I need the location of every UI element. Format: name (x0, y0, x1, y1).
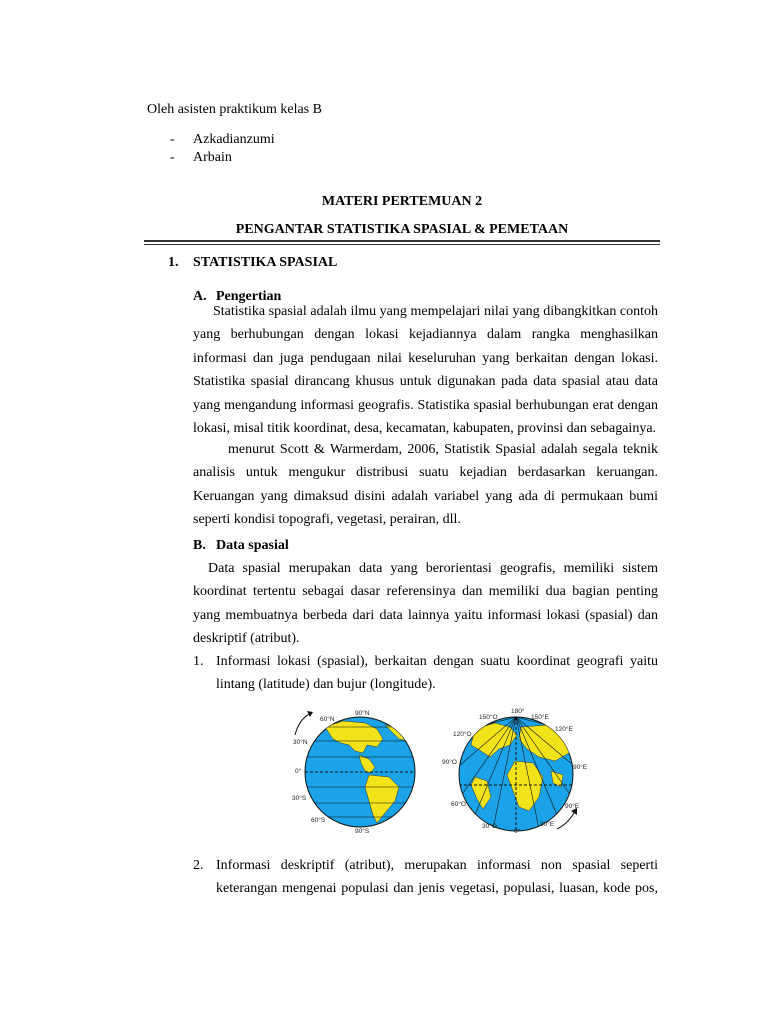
svg-text:90°E: 90°E (565, 803, 580, 810)
section-heading: STATISTIKA SPASIAL (193, 255, 338, 270)
svg-text:120°O: 120°O (453, 731, 472, 738)
svg-text:150°E: 150°E (531, 714, 549, 721)
definition-paragraph: Statistika spasial adalah ilmu yang mempelajari nilai yang dibangkitkan contoh yang berhubungan dengan lokasi kejadiannya dalam rangka menghasilkan informasi dan juga pendugaan nilai keseluruhan yang berkaitan dengan lokasi. Statistika spasial dirancang khusus untuk digunakan pada data spasial atau data yang mengandung informasi geografis. Statistika spasial berhubungan erat dengan lokasi, misal titik koordinat, desa, kecamatan, kabupaten, provinsi dan sebagainya. (193, 304, 658, 437)
subsection-b-label: B. (193, 538, 206, 553)
globe-figure (285, 705, 588, 840)
title-rule-thick (144, 240, 660, 242)
svg-text:60°N: 60°N (320, 716, 335, 723)
assistant-name: Azkadianzumi (193, 132, 275, 147)
svg-text:90°N: 90°N (355, 710, 370, 717)
assistant-name: Arbain (193, 150, 232, 165)
list-item-text: Informasi lokasi (spasial), berkaitan dengan suatu koordinat geografi yaitu lintang (latitude) dan bujur (longitude). (216, 654, 658, 693)
svg-text:180°: 180° (511, 708, 525, 715)
assistant-dash: - (170, 132, 175, 147)
spatial-data-paragraph: Data spasial merupakan data yang berorientasi geografis, memiliki sistem koordinat tertentu sebagai dasar referensinya dan memiliki dua bagian penting yang membuatnya berbeda dari data lainnya yaitu informasi lokasi (spasial) dan deskriptif (atribut). (193, 561, 658, 647)
subsection-a-label: A. (193, 289, 207, 304)
svg-text:120°E: 120°E (555, 726, 573, 733)
section-number: 1. (168, 255, 179, 270)
definition-citation-paragraph: menurut Scott & Warmerdam, 2006, Statistik Spasial adalah segala teknik analisis untuk mengukur distribusi suatu kejadian berdasarkan keruangan. Keruangan yang dimaksud disini adalah variabel yang ada di permukaan bumi seperti kondisi topografi, vegetasi, perairan, dll. (193, 442, 658, 528)
svg-text:90°E: 90°E (573, 764, 588, 771)
svg-text:150°O: 150°O (479, 714, 498, 721)
svg-text:90°O: 90°O (442, 759, 457, 766)
svg-text:30°E: 30°E (540, 821, 555, 828)
title-line-2: PENGANTAR STATISTIKA SPASIAL & PEMETAAN (235, 222, 569, 237)
svg-text:30°S: 30°S (292, 795, 307, 802)
svg-text:0°: 0° (295, 768, 302, 775)
svg-text:90°S: 90°S (355, 828, 370, 835)
title-rule-thin (144, 244, 660, 245)
svg-text:30°O: 30°O (482, 823, 497, 830)
by-line: Oleh asisten praktikum kelas B (147, 102, 322, 117)
list-item-number: 1. (193, 654, 204, 669)
subsection-a-heading: Pengertian (216, 289, 282, 304)
list-item-number: 2. (193, 858, 204, 873)
globe-latitude-icon (292, 709, 415, 835)
svg-text:60°O: 60°O (451, 801, 466, 808)
title-line-1: MATERI PERTEMUAN 2 (321, 194, 483, 209)
svg-text:30°N: 30°N (293, 739, 308, 746)
list-item-text: Informasi deskriptif (atribut), merupakan informasi non spasial seperti keterangan mengenai populasi dan jenis vegetasi, populasi, luasan, kode pos, (216, 858, 658, 897)
globe-illustration (285, 705, 588, 840)
assistant-dash: - (170, 150, 175, 165)
globe-longitude-icon (442, 707, 588, 835)
svg-text:0°: 0° (514, 828, 521, 835)
subsection-b-heading: Data spasial (216, 538, 289, 553)
svg-text:60°S: 60°S (311, 817, 326, 824)
